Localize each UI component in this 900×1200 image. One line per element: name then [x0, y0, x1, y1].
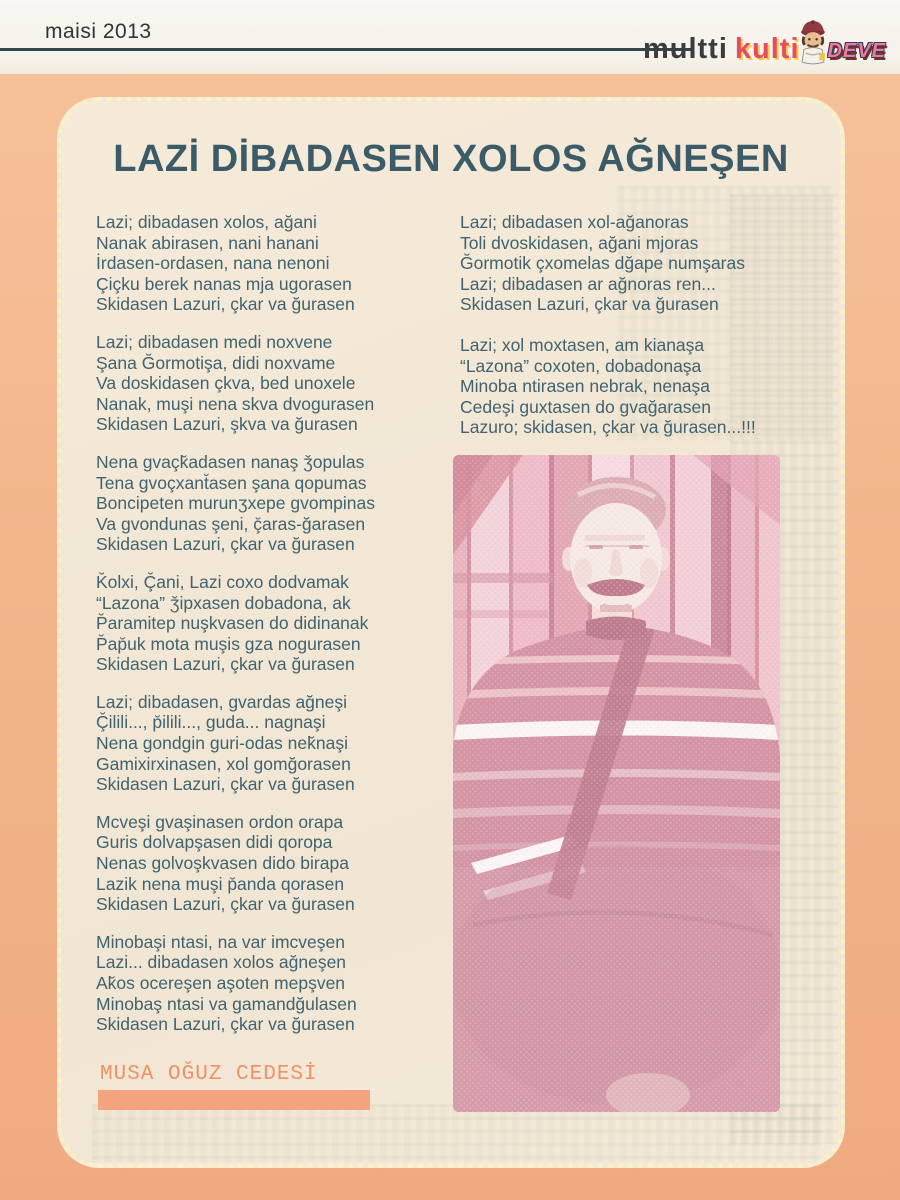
poem-line: Skidasen Lazuri, çkar va ğurasen [96, 294, 355, 315]
poem-line: Lazi; dibadasen medi noxvene [96, 331, 333, 352]
poem-line: Çiçku berek nanas mja ugorasen [96, 273, 352, 294]
poem-line: Skidasen Lazuri, çkar va ğurasen [96, 654, 355, 675]
poem-line: Lazuro; skidasen, çkar va ğurasen...!!! [460, 417, 756, 438]
poem-line: Gamixirxinasen, xol gomğorasen [96, 753, 351, 774]
poem-line: “Lazona” coxoten, dobadonaşa [460, 355, 702, 376]
poem-line: Mcveşi gvaşinasen ordon orapa [96, 811, 344, 832]
page-title: LAZİ DİBADASEN XOLOS AĞNEŞEN [113, 138, 789, 180]
poem-line: Lazi; dibadasen xolos, ağani [96, 212, 317, 232]
logo-kulti-text: kulti [734, 33, 800, 65]
content-panel [57, 97, 845, 1168]
poem-line: Nanak, muşi nena skva dvogurasen [96, 393, 375, 414]
poem-line: Va gvondunas şeni, ç̆aras-ğarasen [96, 513, 366, 534]
poem-line: Skidasen Lazuri, çkar va ğurasen [460, 294, 719, 315]
poem-line: K̆olxi, Ç̆ani, Lazi coxo dodvamak [96, 571, 349, 592]
poem-stanza [96, 812, 436, 915]
poem-line: Nenas golvoşkvasen dido birapa [96, 853, 349, 874]
poem-line: Lazi; xol moxtasen, am kianaşa [460, 334, 705, 355]
poem-line: Skidasen Lazuri, şkva va ğurasen [96, 414, 358, 435]
poem-line: Guris dolvapşasen didi qoropa [96, 832, 333, 853]
poem-stanza [96, 572, 436, 675]
issue-date: maisi 2013 [45, 20, 152, 43]
header-rule [0, 48, 694, 51]
poem-line: Skidasen Lazuri, çkar va ğurasen [96, 1014, 355, 1035]
poem-line: Lazi; dibadasen ar ağnoras ren... [460, 273, 716, 294]
poem-stanza [96, 692, 436, 795]
poem-line: Nanak abirasen, nani hanani [96, 232, 319, 253]
logo-mascot-icon [793, 19, 833, 67]
poem-line: Nena gvaçk̆adasen nanaş ǯopulas [96, 451, 365, 472]
poem-stanza [460, 335, 812, 438]
poem-line: “Lazona” ǯipxasen dobadona, ak [96, 592, 351, 613]
poem-right-column [460, 212, 812, 458]
poem-line: Toli dvoskidasen, ağani mjoras [460, 232, 699, 253]
poem-line: P̆aramitep nuşkvasen do didinanak [96, 613, 369, 634]
poem-stanza [96, 332, 436, 435]
logo-deve-text: DEVE [827, 40, 886, 62]
poem-line: Ak̆os ocereşen aşoten mepşven [96, 973, 346, 993]
bleed-through-noise [92, 1104, 822, 1162]
poem-line: Nena gondgin guri-odas nek̆naşi [96, 733, 348, 754]
poem-line: Skidasen Lazuri, çkar va ğurasen [96, 534, 355, 555]
poem-line: Minobaşi ntasi, na var imcveşen [96, 931, 345, 952]
poem-line: Lazi; dibadasen xol-ağanoras [460, 212, 689, 232]
poet-photo [453, 455, 780, 1112]
poem-line: Lazik nena muşi p̆anda qorasen [96, 873, 345, 894]
poem-line: Skidasen Lazuri, çkar va ğurasen [96, 894, 355, 915]
magazine-logo [643, 16, 886, 64]
poem-line: Boncipeten murunʒxepe gvompinas [96, 493, 376, 514]
author-underline-bar [98, 1090, 370, 1110]
poem-line: Minoba ntirasen nebrak, nenaşa [460, 376, 711, 397]
poem-line: Şana Ğormotişa, didi noxvame [96, 352, 336, 373]
poem-left-column [96, 212, 436, 1052]
poem-line: İrdasen-ordasen, nana nenoni [96, 253, 330, 274]
poem-line: Ç̆ilili..., p̆ilili..., guda... nagnaşi [96, 712, 326, 733]
poem-line: Minobaş ntasi va gamandğulasen [96, 993, 357, 1014]
poem-stanza [460, 212, 812, 315]
poem-line: P̆ap̆uk mota muşis gza nogurasen [96, 633, 361, 654]
poem-line: Ğormotik çxomelas dğape numşaras [460, 253, 745, 274]
poem-line: Skidasen Lazuri, çkar va ğurasen [96, 774, 355, 795]
page-header [0, 0, 900, 74]
poem-line: Lazi... dibadasen xolos ağneşen [96, 952, 347, 973]
poem-line: Tena gvoçxant̆asen şana qopumas [96, 472, 367, 493]
poem-line: Cedeşi guxtasen do gvağarasen [460, 396, 712, 417]
poem-stanza [96, 212, 436, 315]
poem-stanza [96, 452, 436, 555]
poem-line: Lazi; dibadasen, gvardas ağneşi [96, 691, 348, 712]
poem-line: Va doskidasen çkva, bed unoxele [96, 373, 356, 394]
author-name: MUSA OĞUZ CEDESİ [100, 1063, 318, 1086]
poem-stanza [96, 932, 436, 1035]
logo-multi-text: multti [642, 33, 728, 65]
